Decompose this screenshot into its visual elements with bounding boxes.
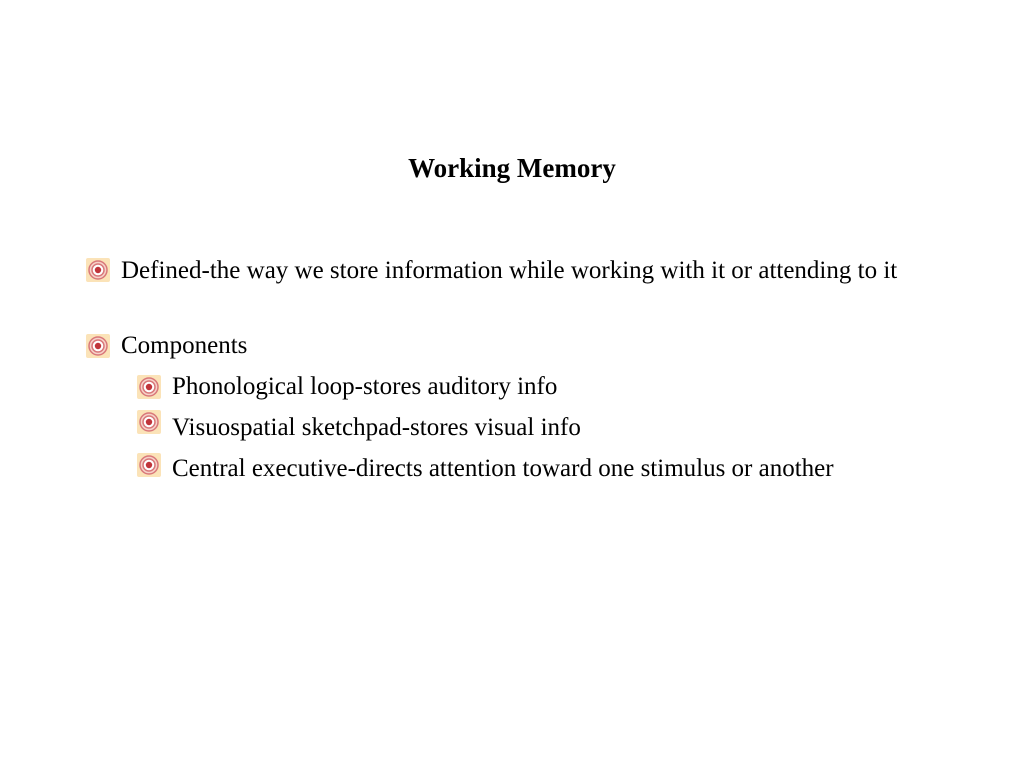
list-item: [121, 254, 971, 288]
sub-bullet-text: Phonological loop-stores auditory info: [172, 373, 558, 400]
target-icon: [86, 258, 110, 282]
list-item: [172, 452, 992, 486]
list-item: [172, 370, 992, 404]
bullet-text: Defined-the way we store information while working with it or attending to it: [121, 257, 898, 284]
target-icon: [137, 410, 161, 434]
sub-bullet-text: Central executive-directs attention toward one stimulus or another: [172, 455, 834, 482]
bullet-text: Components: [121, 332, 248, 359]
slide-title: Working Memory: [408, 153, 616, 183]
list-item: [121, 329, 971, 363]
sub-bullet-text: Visuospatial sketchpad-stores visual info: [172, 414, 581, 441]
target-icon: [86, 334, 110, 358]
list-item: [172, 411, 992, 445]
target-icon: [137, 453, 161, 477]
target-icon: [137, 375, 161, 399]
